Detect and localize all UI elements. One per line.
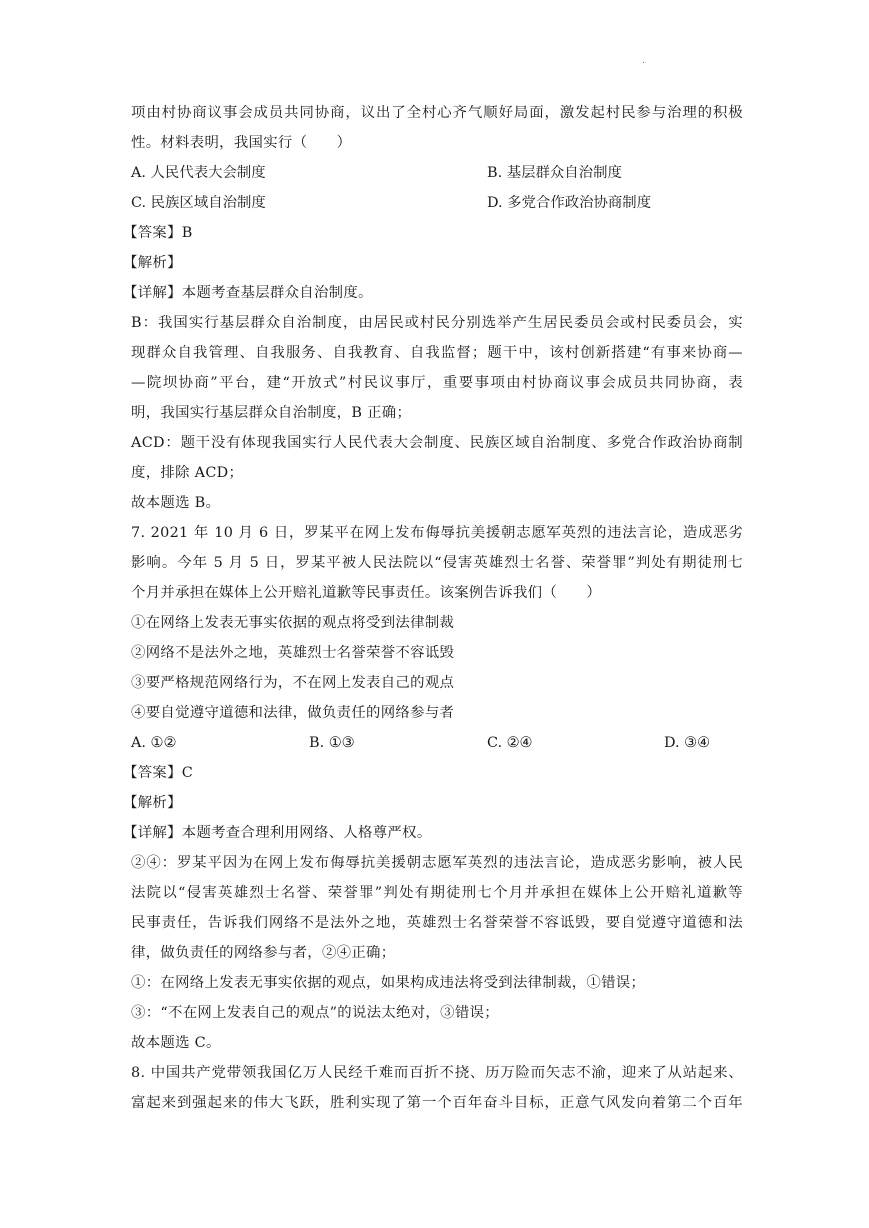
q7-statement: ③要严格规范网络行为，不在网上发表自己的观点 — [131, 675, 455, 691]
q7-option-b: B. ①③ — [309, 735, 355, 751]
q7-statement: ①在网络上发表无事实依据的观点将受到法律制裁 — [131, 615, 455, 631]
q6-detail-line: 故本题选 B。 — [131, 495, 221, 511]
q7-detail-line: 法院以“侵害英雄烈士名誉、荣誉罪”判处有期徒刑七个月并承担在媒体上公开赔礼道歉等 — [131, 885, 743, 901]
q6-analysis-heading: 【解析】 — [123, 255, 182, 271]
q6-options-row — [131, 158, 743, 188]
q6-detail-line: ACD：题干没有体现我国实行人民代表大会制度、民族区域自治制度、多党合作政治协商制 — [131, 435, 743, 451]
q7-detail-line: 故本题选 C。 — [131, 1035, 221, 1051]
q7-detail-line: ③：“不在网上发表自己的观点”的说法太绝对，③错误； — [131, 1005, 499, 1021]
q7-detail-line: 民事责任，告诉我们网络不是法外之地，英雄烈士名誉荣誉不容诋毁，要自觉遵守道德和法 — [131, 915, 743, 931]
q8-stem-line: 8. 中国共产党带领我国亿万人民经千难而百折不挠、历万险而矢志不渝，迎来了从站起来、 — [131, 1065, 743, 1081]
q7-answer: 【答案】C — [123, 765, 194, 781]
q7-statement: ④要自觉遵守道德和法律，做负责任的网络参与者 — [131, 705, 455, 721]
q6-stem-line: 项由村协商议事会成员共同协商，议出了全村心齐气顺好局面，激发起村民参与治理的积极 — [131, 105, 743, 121]
q6-detail-line: 【详解】本题考查基层群众自治制度。 — [123, 285, 373, 301]
q7-detail-line: 【详解】本题考查合理利用网络、人格尊严权。 — [123, 825, 432, 841]
q6-detail-line: 明，我国实行基层群众自治制度，B 正确； — [131, 405, 412, 421]
q7-detail-line: ①：在网络上发表无事实依据的观点，如果构成违法将受到法律制裁，①错误； — [131, 975, 646, 991]
q7-detail-line: ②④：罗某平因为在网上发布侮辱抗美援朝志愿军英烈的违法言论，造成恶劣影响，被人民 — [131, 855, 743, 871]
q7-stem-line: 影响。今年 5 月 5 日，罗某平被人民法院以“侵害英雄烈士名誉、荣誉罪”判处有期徒刑七 — [131, 555, 743, 571]
q6-option-a: A. 人民代表大会制度 — [131, 165, 266, 181]
q8-stem-line: 富起来到强起来的伟大飞跃，胜利实现了第一个百年奋斗目标，正意气风发向着第二个百年 — [131, 1095, 743, 1111]
q6-detail-line: —院坝协商”平台，建“开放式”村民议事厅，重要事项由村协商议事会成员共同协商，表 — [131, 375, 743, 391]
q6-option-b: B. 基层群众自治制度 — [487, 165, 622, 181]
q7-detail-line: 律，做负责任的网络参与者，②④正确； — [131, 945, 396, 961]
q6-answer: 【答案】B — [123, 225, 193, 241]
q6-detail-line: B：我国实行基层群众自治制度，由居民或村民分别选举产生居民委员会或村民委员会，实 — [131, 315, 743, 331]
q6-options-row — [131, 188, 743, 218]
q7-option-a: A. ①② — [131, 735, 177, 751]
q7-option-d: D. ③④ — [664, 735, 710, 751]
q6-detail-line: 度，排除 ACD； — [131, 465, 244, 481]
document-page — [123, 98, 743, 1118]
q6-detail-line: 现群众自我管理、自我服务、自我教育、自我监督；题干中，该村创新搭建“有事来协商— — [131, 345, 743, 361]
header-mark: . — [642, 56, 645, 66]
q6-option-c: C. 民族区域自治制度 — [131, 195, 266, 211]
q6-option-d: D. 多党合作政治协商制度 — [487, 195, 652, 211]
q7-stem-line: 个月并承担在媒体上公开赔礼道歉等民事责任。该案例告诉我们（ ） — [131, 585, 602, 601]
q7-stem-line: 7. 2021 年 10 月 6 日，罗某平在网上发布侮辱抗美援朝志愿军英烈的违法言论，造成恶劣 — [131, 525, 743, 541]
q7-analysis-heading: 【解析】 — [123, 795, 182, 811]
q6-stem-line: 性。材料表明，我国实行（ ） — [131, 135, 352, 151]
q7-option-c: C. ②④ — [487, 735, 533, 751]
q7-options-row — [131, 728, 743, 758]
q7-statement: ②网络不是法外之地，英雄烈士名誉荣誉不容诋毁 — [131, 645, 455, 661]
